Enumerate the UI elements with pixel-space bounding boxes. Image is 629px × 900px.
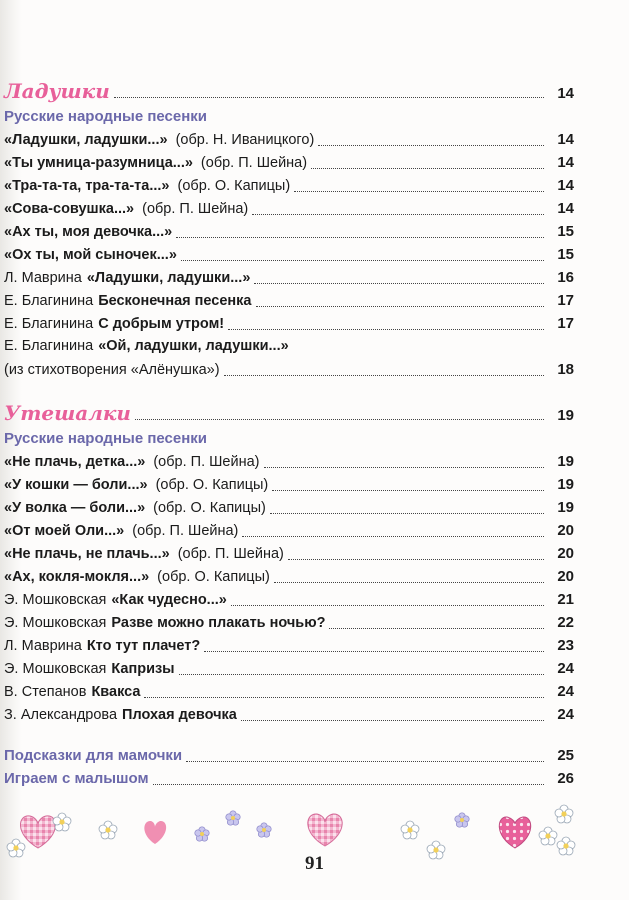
section-heading-uteshalki[interactable] — [4, 398, 574, 428]
dot-leader — [204, 651, 544, 652]
toc-entry[interactable] — [4, 450, 574, 473]
dot-leader — [144, 697, 544, 698]
toc-entry[interactable] — [4, 266, 574, 289]
entry-title: «Ты умница-разумница...» — [4, 155, 193, 171]
entry-note: (обр. О. Капицы) — [177, 178, 291, 194]
toc-entry[interactable] — [4, 680, 574, 703]
heart-icon — [499, 817, 530, 848]
dot-leader — [135, 419, 544, 420]
entry-title: «Не плачь, не плачь...» — [4, 546, 170, 562]
entry-title: С добрым утром! — [98, 316, 225, 332]
entry-title: Капризы — [111, 661, 175, 677]
entry-title: «Ой, ладушки, ладушки...» — [98, 338, 289, 354]
entry-author: Е. Благинина — [4, 293, 94, 309]
toc-entry[interactable] — [4, 565, 574, 588]
heart-icon — [20, 816, 55, 848]
spacer — [4, 726, 574, 744]
flower-icon — [257, 823, 271, 837]
entry-note: (обр. О. Капицы) — [157, 569, 270, 585]
entry-title: «Ладушки, ладушки...» — [86, 270, 251, 286]
section-heading-ladushki[interactable] — [4, 76, 574, 106]
entry-author: Л. Маврина — [4, 270, 82, 286]
toc-entry-extra[interactable] — [4, 744, 574, 767]
dot-leader — [224, 375, 544, 376]
entry-author: З. Александрова — [4, 707, 118, 723]
dot-leader — [181, 260, 544, 261]
entry-title: Подсказки для мамочки — [4, 747, 183, 764]
dot-leader — [241, 720, 544, 721]
page-ref: 14 — [557, 177, 574, 194]
toc-entry-line2[interactable] — [4, 358, 574, 381]
entry-author: Л. Маврина — [4, 638, 82, 654]
toc-entry[interactable] — [4, 243, 574, 266]
toc-entry[interactable] — [4, 174, 574, 197]
entry-author: Э. Мошковская — [4, 592, 107, 608]
section-subtitle: Русские народные песенки — [4, 108, 208, 125]
entry-author: В. Степанов — [4, 684, 87, 700]
entry-title: «Ладушки, ладушки...» — [4, 132, 168, 148]
entry-title: Разве можно плакать ночью? — [111, 615, 326, 631]
page-ref: 14 — [557, 85, 574, 102]
entry-title: «Как чудесно...» — [111, 592, 227, 608]
flower-icon — [539, 827, 557, 845]
page-ref: 17 — [557, 315, 574, 332]
toc-entry[interactable] — [4, 220, 574, 243]
toc-entry[interactable] — [4, 611, 574, 634]
entry-title: «Тра-та-та, тра-та-та...» — [4, 178, 170, 194]
flower-icon — [455, 813, 469, 827]
page-ref: 17 — [557, 292, 574, 309]
page-ref: 23 — [557, 637, 574, 654]
page-ref: 26 — [557, 770, 574, 787]
toc-entry[interactable] — [4, 289, 574, 312]
entry-title: «Ох ты, мой сыночек...» — [4, 247, 177, 263]
entry-author: Е. Благинина — [4, 316, 94, 332]
dot-leader — [153, 784, 544, 785]
toc-entry[interactable] — [4, 473, 574, 496]
dot-leader — [294, 191, 544, 192]
entry-title: Плохая девочка — [122, 707, 237, 723]
flower-icon — [555, 805, 573, 823]
page-ref: 15 — [557, 246, 574, 263]
dot-leader — [274, 582, 544, 583]
entry-title: Играем с малышом — [4, 770, 149, 787]
page-ref: 20 — [557, 568, 574, 585]
entry-title: Бесконечная песенка — [98, 293, 252, 309]
entry-author: Е. Благинина — [4, 338, 94, 354]
page-ref: 19 — [557, 476, 574, 493]
dot-leader — [254, 283, 544, 284]
dot-leader — [228, 329, 544, 330]
page-ref: 14 — [557, 131, 574, 148]
toc-entry[interactable] — [4, 312, 574, 335]
entry-title: «У кошки — боли...» — [4, 477, 148, 493]
entry-title: «От моей Оли...» — [4, 523, 125, 539]
page-ref: 16 — [557, 269, 574, 286]
toc-entry[interactable] — [4, 197, 574, 220]
entry-title: «Не плачь, детка...» — [4, 454, 146, 470]
toc-entry-line1[interactable] — [4, 335, 574, 358]
entry-note: (обр. П. Шейна) — [132, 523, 239, 539]
entry-author: Э. Мошковская — [4, 661, 107, 677]
dot-leader — [272, 490, 544, 491]
entry-title: «У волка — боли...» — [4, 500, 146, 516]
page-ref: 21 — [557, 591, 574, 608]
dot-leader — [231, 605, 544, 606]
entry-note: (обр. П. Шейна) — [200, 155, 308, 171]
entry-title: Квакса — [91, 684, 141, 700]
heart-icon — [308, 814, 342, 846]
section-subtitle: Русские народные песенки — [4, 430, 208, 447]
dot-leader — [288, 559, 544, 560]
dot-leader — [114, 97, 544, 98]
entry-note: (из стихотворения «Алёнушка») — [4, 362, 220, 378]
flower-icon — [53, 813, 71, 831]
dot-leader — [256, 306, 545, 307]
dot-leader — [176, 237, 544, 238]
toc-entry[interactable] — [4, 542, 574, 565]
page-ref: 19 — [557, 499, 574, 516]
page-ref: 19 — [557, 453, 574, 470]
dot-leader — [311, 168, 544, 169]
dot-leader — [179, 674, 544, 675]
toc-entry[interactable] — [4, 519, 574, 542]
page-ref: 25 — [557, 747, 574, 764]
table-of-contents — [4, 76, 574, 790]
flower-icon — [226, 811, 240, 825]
entry-title: Кто тут плачет? — [86, 638, 201, 654]
flower-icon — [99, 821, 117, 839]
entry-title: «Ах ты, моя девочка...» — [4, 224, 173, 240]
toc-entry[interactable] — [4, 496, 574, 519]
dot-leader — [270, 513, 544, 514]
toc-entry[interactable] — [4, 657, 574, 680]
flower-icon — [401, 821, 419, 839]
page-ref: 20 — [557, 522, 574, 539]
toc-entry[interactable] — [4, 128, 574, 151]
page-number: 91 — [305, 853, 324, 874]
dot-leader — [252, 214, 544, 215]
page-ref: 20 — [557, 545, 574, 562]
heart-icon — [144, 821, 166, 844]
dot-leader — [186, 761, 544, 762]
entry-note: (обр. П. Шейна) — [177, 546, 284, 562]
spacer — [4, 381, 574, 398]
toc-entry-extra[interactable] — [4, 767, 574, 790]
dot-leader — [264, 467, 545, 468]
page-ref: 18 — [557, 361, 574, 378]
page-ref: 24 — [557, 683, 574, 700]
entry-note: (обр. Н. Иваницкого) — [175, 132, 315, 148]
entry-title: «Ах, кокля-мокля...» — [4, 569, 150, 585]
toc-entry[interactable] — [4, 634, 574, 657]
dot-leader — [318, 145, 544, 146]
page-ref: 15 — [557, 223, 574, 240]
page-ref: 14 — [557, 154, 574, 171]
entry-note: (обр. О. Капицы) — [155, 477, 269, 493]
entry-author: Э. Мошковская — [4, 615, 107, 631]
entry-note: (обр. О. Капицы) — [153, 500, 266, 516]
toc-entry[interactable] — [4, 703, 574, 726]
section-title: Утешалки — [4, 401, 131, 425]
entry-note: (обр. П. Шейна) — [142, 201, 249, 217]
dot-leader — [329, 628, 544, 629]
page-ref: 14 — [557, 200, 574, 217]
entry-title: «Сова-совушка...» — [4, 201, 135, 217]
toc-entry[interactable] — [4, 151, 574, 174]
section-title: Ладушки — [4, 79, 110, 103]
flower-icon — [195, 827, 209, 841]
page-ref: 19 — [557, 407, 574, 424]
page-ref: 24 — [557, 660, 574, 677]
page-ref: 22 — [557, 614, 574, 631]
dot-leader — [242, 536, 544, 537]
page-ref: 24 — [557, 706, 574, 723]
entry-note: (обр. П. Шейна) — [153, 454, 260, 470]
toc-entry[interactable] — [4, 588, 574, 611]
